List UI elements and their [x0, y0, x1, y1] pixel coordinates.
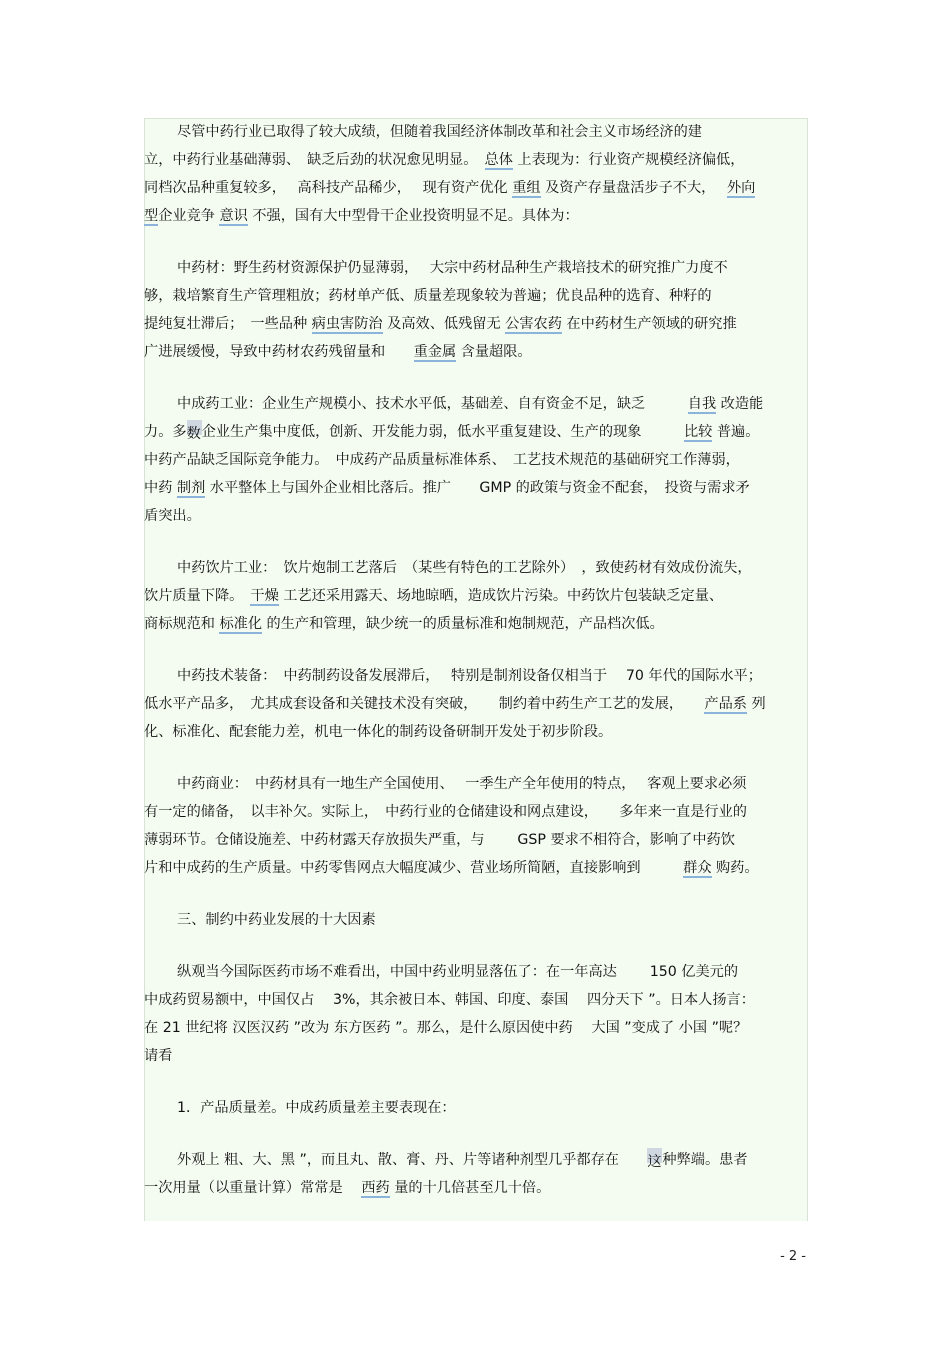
paragraph-decoction-pieces: 中药饮片工业： 饮片炮制工艺落后 （某些有特色的工艺除外） ，致使药材有效成份流失， 饮片质量下降。 干燥 工艺还采用露天、场地晾晒，造成饮片污染。中药饮片包装缺乏定量、 商标规范和 标准化 的生产和管理，缺少统一的质量标准和炮制规范，产品档次低。: [144, 560, 752, 632]
paragraph-herbs: 中药材：野生药材资源保护仍显薄弱， 大宗中药材品种生产栽培技术的研究推广力度不 够，栽培繁育生产管理粗放；药材单产低、质量差现象较为普遍；优良品种的选育、种籽的 提纯复壮滞后； 一些品种 病虫害防治 及高效、低残留无 公害农药 在中药材生产领域的研究推 广进展缓慢，导致中药材农药残留量和 重金属 含量超限。: [144, 260, 737, 360]
document-body: [144, 118, 806, 1202]
underlined-term: 比较: [683, 424, 713, 440]
underlined-term: 自我: [687, 396, 717, 412]
paragraph-international: 纵观当今国际医药市场不难看出，中国中药业明显落伍了：在一年高达 150 亿美元的 中成药贸易额中，中国仅占 3%，其余被日本、韩国、印度、泰国 四分天下 ”。日本人扬言： 在 21 世纪将 汉医汉药 ”改为 东方医药 ”。那么，是什么原因使中药 大国 ”变成了 小国 ”呢？ 请看: [144, 964, 755, 1064]
paragraph-overview: 尽管中药行业已取得了较大成绩，但随着我国经济体制改革和社会主义市场经济的建 立，中药行业基础薄弱、 缺乏后劲的状况愈见明显。 总体 上表现为：行业资产规模经济偏低， 同档次品种重复较多， 高科技产品稀少， 现有资产优化 重组 及资产存量盘活步子不大， 外向 型企业竞争 意识 不强，国有大中型骨干企业投资明显不足。具体为：: [144, 124, 756, 224]
paragraph-commerce: 中药商业： 中药材具有一地生产全国使用、 一季生产全年使用的特点， 客观上要求必须 有一定的储备， 以丰补欠。实际上， 中药行业的仓储建设和网点建设， 多年来一直是行业的 薄弱环节。仓储设施差、中药材露天存放损失严重，与 GSP 要求不相符合，影响了中药饮 片和中成药的生产质量。中药零售网点大幅度减少、营业场所简陋，直接影响到 群众 购药。: [144, 776, 759, 876]
paragraph-equipment: 中药技术装备： 中药制药设备发展滞后， 特别是制剂设备仅相当于 70 年代的国际水平； 低水平产品多， 尤其成套设备和关键技术没有突破， 制约着中药生产工艺的发展， 产品系 列 化、标准化、配套能力差，机电一体化的制药设备研制开发处于初步阶段。: [144, 668, 766, 740]
underlined-term: 型: [144, 208, 159, 224]
underlined-term: 群众: [683, 860, 712, 876]
underlined-term: 外向: [726, 180, 756, 196]
underlined-term: 产品系: [704, 696, 747, 712]
underlined-term: 重组: [512, 180, 541, 196]
underlined-term: 病虫害防治: [311, 316, 383, 332]
underlined-term: 标准化: [219, 616, 263, 632]
text: 尽管中药行业已取得了较大成绩，但随着我国经济体制改革和社会主义市场经济的建: [177, 124, 702, 140]
section-heading-3: 三、制约中药业发展的十大因素: [177, 912, 376, 928]
underlined-term: 制剂: [176, 480, 206, 496]
glyph-placeholder: 这: [647, 1148, 662, 1163]
underlined-term: 总体: [484, 152, 513, 168]
underlined-term: 西药: [361, 1180, 390, 1196]
page-number: - 2 -: [780, 1249, 806, 1264]
glyph-placeholder: 数: [187, 420, 202, 435]
underlined-term: 意识: [219, 208, 248, 224]
list-item-heading-1: 1．产品质量差。中成药质量差主要表现在：: [177, 1100, 456, 1116]
paragraph-patent-medicine: 中成药工业：企业生产规模小、技术水平低，基础差、自有资金不足，缺乏 自我 改造能 力。多数企业生产集中度低，创新、开发能力弱，低水平重复建设、生产的现象 比较 普遍。 中药产品缺乏国际竞争能力。 中成药产品质量标准体系、 工艺技术规范的基础研究工作薄弱， 中药 制剂 水平整体上与国外企业相比落后。推广 GMP 的政策与资金不配套， 投资与需求矛 盾突出。: [144, 396, 764, 524]
paragraph-quality: 外观上 粗、大、黑 ”，而且丸、散、膏、丹、片等诸种剂型几乎都存在 这种弊端。患者 一次用量（以重量计算）常常是 西药 量的十几倍甚至几十倍。: [144, 1146, 806, 1202]
underlined-term: 重金属: [413, 344, 457, 360]
underlined-term: 公害农药: [505, 316, 562, 332]
underlined-term: 干燥: [250, 588, 279, 604]
